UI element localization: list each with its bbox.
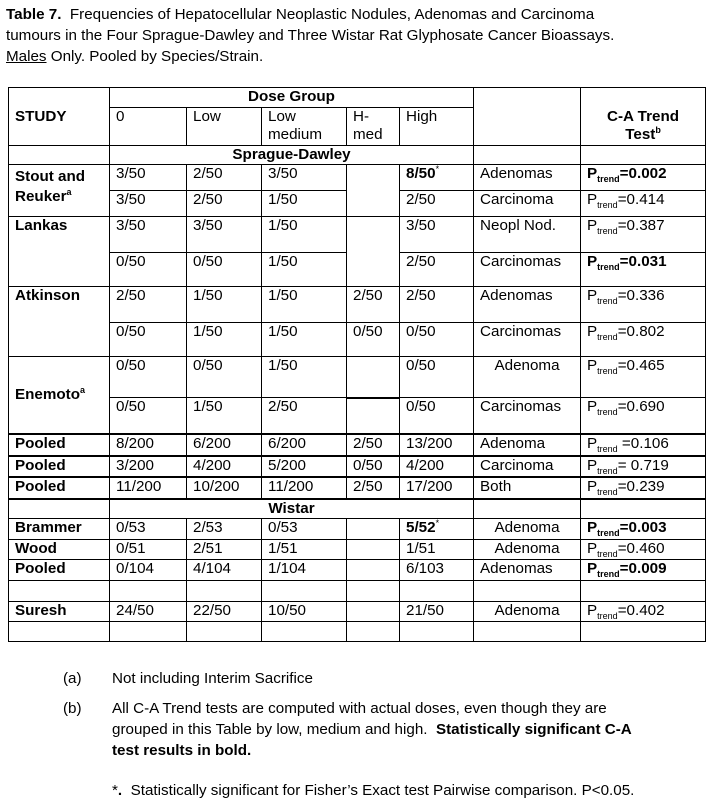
table-row: Brammer 0/53 2/53 0/53 5/52* Adenoma $P_{trend}=0.003$	[9, 519, 706, 540]
table-row: Suresh 24/50 22/50 10/50 21/50 Adenoma $P_{trend}=0.402$	[9, 602, 706, 622]
caption-males: Males	[6, 48, 47, 65]
table-row: Stout and Reuker$^a$ 3/50 2/50 3/50 8/50* Adenomas $P_{trend}=0.002$	[9, 165, 706, 191]
study-lankas: Lankas	[9, 217, 110, 287]
trend-value: $P_{trend}= 0.719$	[581, 456, 706, 477]
footnote-a-text: Not including Interim Sacrifice	[112, 670, 313, 687]
section-wistar	[9, 499, 706, 519]
trend-value: $P_{trend}=0.402$	[581, 602, 706, 622]
caption-line-2: tumours in the Four Sprague-Dawley and Three Wistar Rat Glyphosate Cancer Bioassays.	[6, 27, 615, 44]
table-row: 0/50 0/50 1/50 2/50 Carcinomas $P_{trend}=0.031$	[9, 253, 706, 287]
trend-value: $P_{trend}=0.387$	[581, 217, 706, 253]
footnote-star: *. Statistically significant for Fisher’s Exact test Pairwise comparison. P<0.05.	[112, 782, 635, 799]
footnote-b-label: (b)	[63, 700, 82, 717]
header-row	[9, 108, 706, 146]
table-row: Pooled 8/200 6/200 6/200 2/50 13/200 Adenoma $P_{trend} =0.106$	[9, 434, 706, 456]
table-row: 0/50 1/50 2/50 0/50 Carcinomas $P_{trend}=0.690$	[9, 398, 706, 434]
table-row: Lankas 3/50 3/50 1/50 3/50 Neopl Nod. $P_{trend}=0.387$	[9, 217, 706, 253]
table-label: Table 7.	[6, 6, 62, 23]
trend-value: $P_{trend}=0.336$	[581, 287, 706, 323]
footnote-a-label: (a)	[63, 670, 82, 687]
header-dose-row	[9, 88, 706, 108]
trend-value: $P_{trend}=0.802$	[581, 323, 706, 357]
table-row: Pooled 3/200 4/200 5/200 0/50 4/200 Carcinoma $P_{trend}= 0.719$	[9, 456, 706, 477]
dose-high-header: High	[400, 108, 474, 146]
dose-group-header: Dose Group	[110, 88, 474, 108]
trend-value: $P_{trend} =0.106$	[581, 434, 706, 456]
trend-value: $P_{trend}=0.002$	[581, 165, 706, 191]
dose-low-medium-header: Low medium	[262, 108, 347, 146]
study-stout: Stout and Reuker$^a$	[9, 165, 110, 217]
dose-low-header: Low	[187, 108, 262, 146]
trend-value: $P_{trend}=0.460$	[581, 540, 706, 560]
section-sd	[9, 146, 706, 165]
section-label-sd: Sprague-Dawley	[110, 146, 474, 165]
caption-text-3: Only. Pooled by Species/Strain.	[50, 48, 264, 65]
dose-0-header: 0	[110, 108, 187, 146]
trend-value: $P_{trend}=0.414$	[581, 191, 706, 217]
trend-value: $P_{trend}=0.239$	[581, 477, 706, 499]
frequency-table	[8, 87, 706, 642]
table-row: 0/50 1/50 1/50 0/50 0/50 Carcinomas $P_{trend}=0.802$	[9, 323, 706, 357]
significant-high: 8/50*	[400, 165, 474, 191]
table-row: Wood 0/51 2/51 1/51 1/51 Adenoma $P_{trend}=0.460$	[9, 540, 706, 560]
trend-value: $P_{trend}=0.003$	[581, 519, 706, 540]
table-row: Pooled 11/200 10/200 11/200 2/50 17/200 Both $P_{trend}=0.239$	[9, 477, 706, 499]
caption-line-1	[6, 4, 706, 25]
trend-value: $P_{trend}=0.031$	[581, 253, 706, 287]
trend-value: $P_{trend}=0.465$	[581, 357, 706, 398]
dose-hmed-header: H- med	[347, 108, 400, 146]
table-row: Enemoto$^a$ 0/50 0/50 1/50 0/50 Adenoma $P_{trend}=0.465$	[9, 357, 706, 398]
blank-row	[9, 581, 706, 602]
table-caption	[6, 4, 706, 67]
table-row: Atkinson 2/50 1/50 1/50 2/50 2/50 Adenomas $P_{trend}=0.336$	[9, 287, 706, 323]
blank-row	[9, 622, 706, 642]
trend-value: $P_{trend}=0.009$	[581, 560, 706, 581]
footnote-b-text: All C-A Trend tests are computed with actual doses, even though they are grouped in this Table by low, medium and high. Statistically significant C-A test results in bold.	[112, 700, 632, 759]
table-row: Pooled 0/104 4/104 1/104 6/103 Adenomas $P_{trend}=0.009$	[9, 560, 706, 581]
caption-text-1: Frequencies of Hepatocellular Neoplastic Nodules, Adenomas and Carcinoma	[69, 6, 595, 23]
trend-value: $P_{trend}=0.690$	[581, 398, 706, 434]
study-enemoto: Enemoto$^a$	[9, 357, 110, 434]
table-row: 3/50 2/50 1/50 2/50 Carcinoma $P_{trend}=0.414$	[9, 191, 706, 217]
trend-header: C-A Trend Test$^b$	[581, 108, 706, 146]
study-header: STUDY	[9, 108, 110, 146]
caption-line-3	[6, 46, 706, 67]
study-atkinson: Atkinson	[9, 287, 110, 357]
section-label-wistar: Wistar	[110, 499, 474, 519]
